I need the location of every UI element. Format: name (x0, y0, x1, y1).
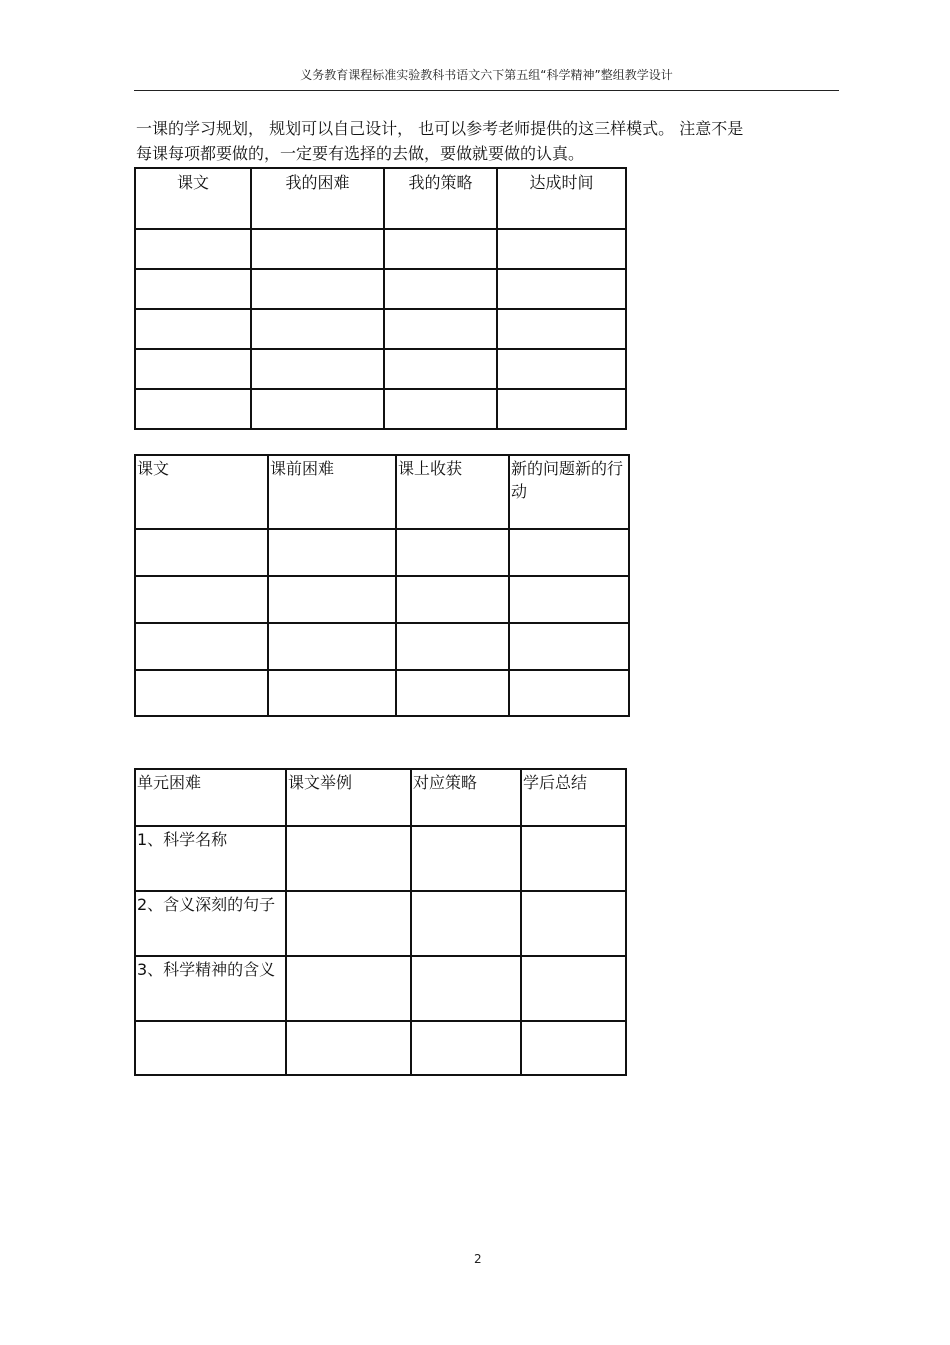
empty-cell[interactable] (251, 309, 384, 349)
header-cell: 课文 (135, 455, 268, 529)
empty-cell[interactable] (509, 576, 629, 623)
table-header-row (135, 769, 626, 826)
empty-cell[interactable] (509, 529, 629, 576)
table-row (135, 956, 626, 1021)
empty-cell[interactable] (411, 1021, 521, 1075)
table-header-row (135, 168, 626, 229)
table-row (135, 1021, 626, 1075)
empty-cell[interactable] (286, 956, 411, 1021)
empty-cell[interactable] (251, 229, 384, 269)
empty-cell[interactable] (411, 956, 521, 1021)
empty-cell[interactable] (384, 229, 497, 269)
empty-cell[interactable] (509, 670, 629, 716)
empty-cell[interactable] (268, 623, 396, 670)
empty-cell[interactable] (268, 529, 396, 576)
empty-cell[interactable] (384, 269, 497, 309)
table-row (135, 670, 629, 716)
empty-cell[interactable] (521, 891, 626, 956)
empty-cell[interactable] (286, 826, 411, 891)
empty-cell[interactable] (396, 529, 509, 576)
empty-cell[interactable] (286, 891, 411, 956)
empty-cell[interactable] (135, 623, 268, 670)
header-cell: 新的问题新的行动 (509, 455, 629, 529)
table-row (135, 349, 626, 389)
running-header: 义务教育课程标准实验教科书语文六下第五组“科学精神”整组教学设计 (300, 68, 673, 82)
empty-cell[interactable] (286, 1021, 411, 1075)
empty-cell[interactable] (135, 349, 251, 389)
table-row (135, 623, 629, 670)
table-row (135, 529, 629, 576)
empty-cell[interactable] (521, 956, 626, 1021)
study-plan-table (134, 167, 627, 430)
empty-cell[interactable] (509, 623, 629, 670)
table-row (135, 576, 629, 623)
header-cell: 课上收获 (396, 455, 509, 529)
empty-cell[interactable] (396, 623, 509, 670)
empty-cell[interactable] (497, 349, 626, 389)
empty-cell[interactable] (396, 670, 509, 716)
header-cell: 我的困难 (251, 168, 384, 229)
table-row (135, 389, 626, 429)
empty-cell[interactable] (135, 389, 251, 429)
empty-cell[interactable] (521, 826, 626, 891)
table-row (135, 826, 626, 891)
empty-cell[interactable] (135, 670, 268, 716)
header-cell: 学后总结 (521, 769, 626, 826)
difficulty-cell: 2、含义深刻的句子 (135, 891, 286, 956)
table-header-row (135, 455, 629, 529)
empty-cell[interactable] (396, 576, 509, 623)
empty-cell[interactable] (497, 269, 626, 309)
header-cell: 达成时间 (497, 168, 626, 229)
header-rule (134, 90, 839, 91)
table-row (135, 309, 626, 349)
empty-cell[interactable] (384, 389, 497, 429)
empty-cell[interactable] (497, 229, 626, 269)
header-cell: 课前困难 (268, 455, 396, 529)
header-cell: 单元困难 (135, 769, 286, 826)
empty-cell[interactable] (384, 349, 497, 389)
empty-cell[interactable] (135, 576, 268, 623)
empty-cell[interactable] (411, 826, 521, 891)
empty-cell[interactable] (268, 670, 396, 716)
header-cell: 对应策略 (411, 769, 521, 826)
header-cell: 课文举例 (286, 769, 411, 826)
table-row (135, 269, 626, 309)
intro-line-1: 一课的学习规划， 规划可以自己设计， 也可以参考老师提供的这三样模式。 注意不是 (136, 119, 744, 138)
unit-difficulty-table (134, 768, 627, 1076)
empty-cell[interactable] (497, 389, 626, 429)
empty-cell[interactable] (268, 576, 396, 623)
empty-cell[interactable] (251, 349, 384, 389)
empty-cell[interactable] (251, 269, 384, 309)
empty-cell[interactable] (135, 529, 268, 576)
empty-cell[interactable] (411, 891, 521, 956)
difficulty-cell: 1、科学名称 (135, 826, 286, 891)
difficulty-cell: 3、科学精神的含义 (135, 956, 286, 1021)
empty-cell[interactable] (497, 309, 626, 349)
empty-cell[interactable] (135, 229, 251, 269)
reflection-table (134, 454, 630, 717)
empty-cell[interactable] (251, 389, 384, 429)
page-number: 2 (474, 1252, 482, 1266)
header-cell: 课文 (135, 168, 251, 229)
empty-cell[interactable] (135, 269, 251, 309)
header-cell: 我的策略 (384, 168, 497, 229)
table-row (135, 229, 626, 269)
intro-line-2: 每课每项都要做的，一定要有选择的去做，要做就要做的认真。 (136, 144, 585, 163)
empty-cell[interactable] (384, 309, 497, 349)
intro-paragraph (136, 116, 841, 166)
empty-cell[interactable] (135, 309, 251, 349)
table-row (135, 891, 626, 956)
difficulty-cell[interactable] (135, 1021, 286, 1075)
empty-cell[interactable] (521, 1021, 626, 1075)
